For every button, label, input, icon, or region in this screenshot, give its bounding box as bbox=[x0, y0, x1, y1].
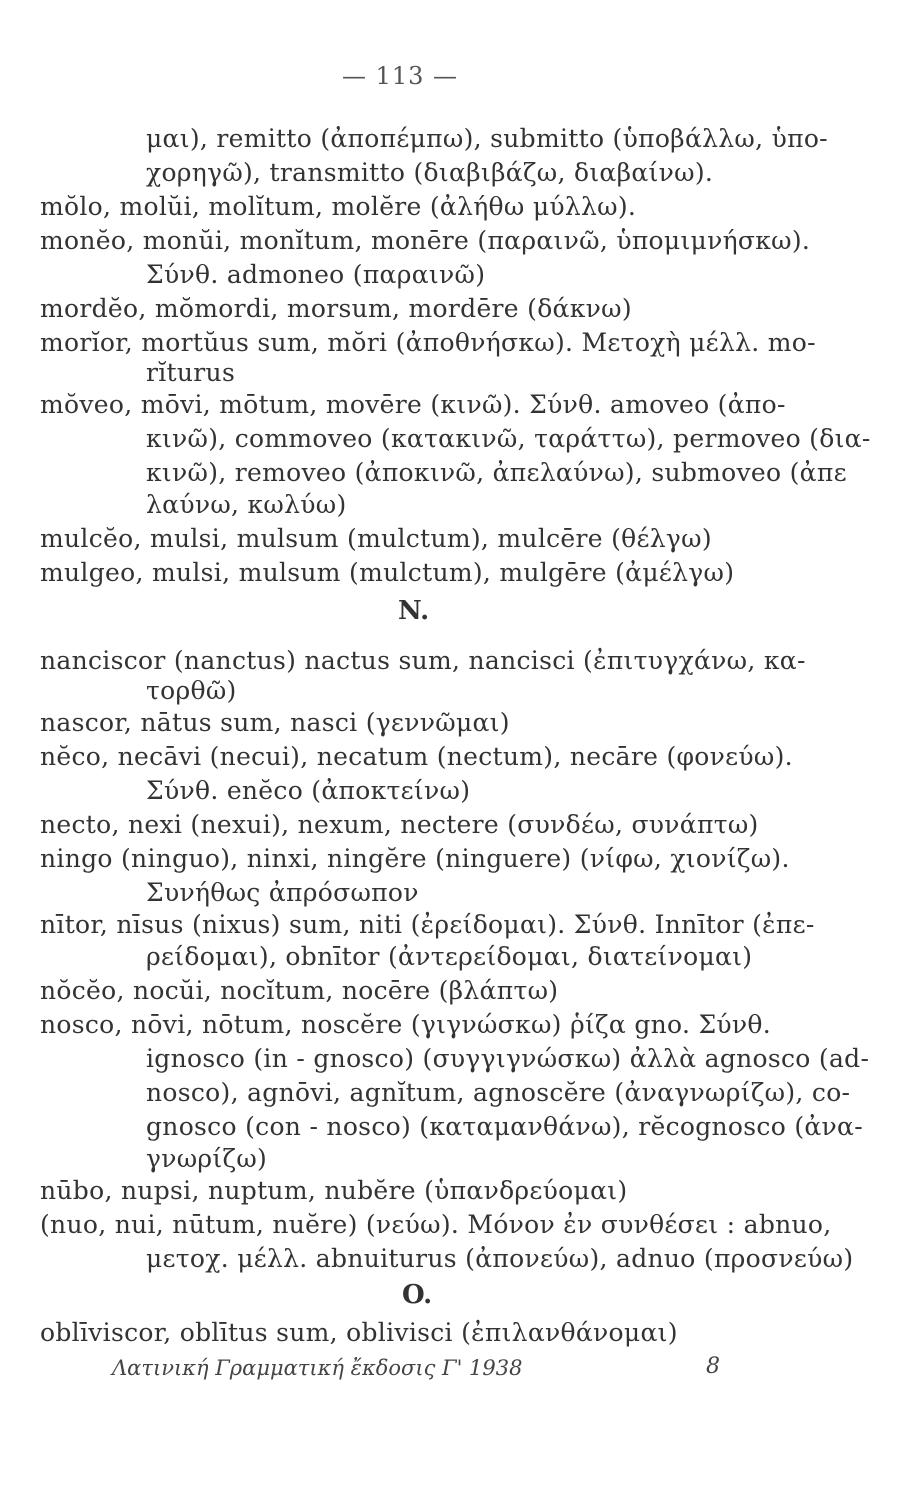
text-line: nŏcĕo, nocŭi, nocĭtum, nocēre (βλάπτω) bbox=[40, 976, 559, 1005]
text-line: ignosco (in - gnosco) (συγγιγνώσκω) ἀλλὰ agnosco (ad- bbox=[146, 1044, 870, 1073]
text-line: κινῶ), commoveo (κατακινῶ, ταράττω), permoveo (δια- bbox=[146, 424, 871, 453]
text-line: mulgeo, mulsi, mulsum (mulctum), mulgēre (ἀμέλγω) bbox=[40, 558, 735, 587]
text-line: monĕo, monŭi, monĭtum, monēre (παραινῶ, ὑπομιμνήσκω). bbox=[40, 226, 811, 255]
text-line: nanciscor (nanctus) nactus sum, nancisci (ἐπιτυγχάνω, κα- bbox=[40, 646, 806, 675]
footer-title: Λατινική Γραμματική ἔκδοσις Γ' 1938 bbox=[112, 1356, 523, 1380]
text-line: morĭor, mortŭus sum, mŏri (ἀποθνήσκω). Μετοχὴ μέλλ. mo- bbox=[40, 328, 816, 357]
section-heading-n: N. bbox=[398, 596, 430, 626]
text-line: μαι), remitto (ἀποπέμπω), submitto (ὑποβάλλω, ὑπο- bbox=[146, 124, 828, 153]
text-line: oblīviscor, oblītus sum, oblivisci (ἐπιλανθάνομαι) bbox=[40, 1318, 678, 1347]
text-line: nūbo, nupsi, nuptum, nubĕre (ὑπανδρεύομαι) bbox=[40, 1176, 628, 1205]
text-line: λαύνω, κωλύω) bbox=[146, 490, 347, 519]
text-line: ningo (ninguo), ninxi, ningĕre (ninguere) (νίφω, χιονίζω). bbox=[40, 844, 790, 873]
text-line: τορθῶ) bbox=[146, 676, 237, 705]
footer-sheet-number: 8 bbox=[706, 1354, 720, 1379]
text-line: μετοχ. μέλλ. abnuiturus (ἀπονεύω), adnuo (προσνεύω) bbox=[146, 1244, 854, 1273]
text-line: rĭturus bbox=[146, 358, 236, 387]
text-line: gnosco (con - nosco) (καταμανθάνω), rĕcognosco (ἀνα- bbox=[146, 1112, 863, 1141]
text-line: χορηγῶ), transmitto (διαβιβάζω, διαβαίνω). bbox=[146, 158, 714, 187]
page-number: — 113 — bbox=[341, 62, 459, 90]
text-line: nītor, nīsus (nixus) sum, niti (ἐρείδομαι). Σύνθ. Innītor (ἐπε- bbox=[40, 910, 815, 939]
text-line: nĕco, necāvi (necui), necatum (nectum), necāre (φονεύω). bbox=[40, 742, 793, 771]
text-line: mulcĕo, mulsi, mulsum (mulctum), mulcēre (θέλγω) bbox=[40, 524, 712, 553]
text-line: necto, nexi (nexui), nexum, nectere (συνδέω, συνάπτω) bbox=[40, 810, 759, 839]
text-line: (nuo, nui, nūtum, nuĕre) (νεύω). Μόνον ἐν συνθέσει : abnuo, bbox=[40, 1210, 832, 1239]
text-line: γνωρίζω) bbox=[146, 1144, 268, 1173]
text-line: κινῶ), removeo (ἀποκινῶ, ἀπελαύνω), submoveo (ἀπε bbox=[146, 458, 847, 487]
section-heading-o: O. bbox=[402, 1280, 433, 1310]
text-line: Συνήθως ἀπρόσωπον bbox=[146, 878, 419, 907]
text-line: ρείδομαι), obnītor (ἀντερείδομαι, διατείνομαι) bbox=[146, 942, 753, 971]
text-line: mordĕo, mŏmordi, morsum, mordēre (δάκνω) bbox=[40, 294, 632, 323]
text-line: mŏlo, molŭi, molĭtum, molĕre (ἀλήθω μύλλω). bbox=[40, 192, 637, 221]
text-line: mŏveo, mōvi, mōtum, movēre (κινῶ). Σύνθ. amoveo (ἀπο- bbox=[40, 390, 786, 419]
text-line: nascor, nātus sum, nasci (γεννῶμαι) bbox=[40, 708, 510, 737]
text-line: Σύνθ. admoneo (παραινῶ) bbox=[146, 260, 486, 289]
text-line: nosco, nōvi, nōtum, noscĕre (γιγνώσκω) ῥίζα gno. Σύνθ. bbox=[40, 1010, 772, 1039]
text-line: Σύνθ. enĕco (ἀποκτείνω) bbox=[146, 776, 471, 805]
text-line: nosco), agnōvi, agnĭtum, agnoscĕre (ἀναγνωρίζω), co- bbox=[146, 1078, 851, 1107]
